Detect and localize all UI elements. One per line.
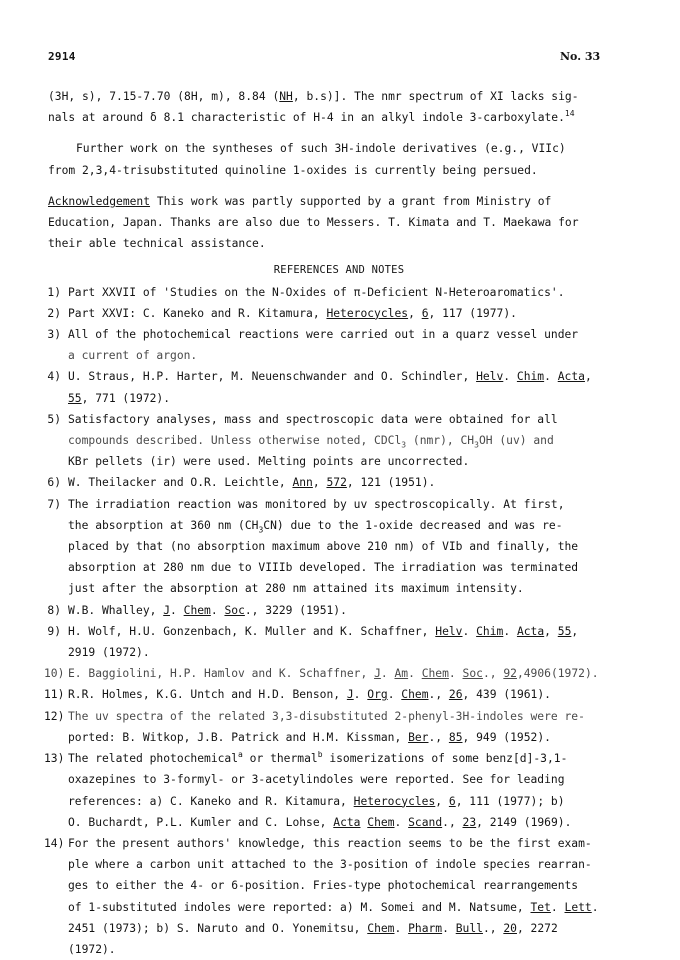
volume: 20 (503, 921, 517, 935)
reference-item: 9) H. Wolf, H.U. Gonzenbach, K. Muller and K. Schaffner, Helv. Chim. Acta, 55, 2919 (1972). (48, 621, 630, 663)
text: The irradiation reaction was monitored by uv spectroscopically. At first, (68, 497, 565, 511)
journal-name: Chim (476, 624, 504, 638)
text: Part XXVI: C. Kaneko and R. Kitamura, (68, 306, 327, 320)
reference-item: 11) R.R. Holmes, K.G. Untch and H.D. Benson, J. Org. Chem., 26, 439 (1961). (48, 684, 630, 705)
volume: 85 (448, 730, 463, 744)
reference-item: 13) The related photochemical$^a$ or thermal$^b$ isomerizations of some benz[d]-3,1- oxazepines to 3-formyl- or 3-acetylindoles were reported. See for leading references: a) C. Kaneko and R. Kitamura, Heterocycles, 6, 111 (1977); b) O. Buchardt, P.L. Kumler and C. Lohse, Acta Chem. Scand., 23, 2149 (1969). (48, 748, 630, 833)
journal-name: Acta (557, 370, 585, 384)
text: , 771 (1972). (81, 391, 171, 405)
journal-name: Pharm (408, 921, 443, 935)
journal-name: Helv (435, 624, 463, 638)
page-body (44, 86, 630, 960)
text: a current of argon. (68, 349, 198, 363)
volume: 6 (448, 794, 456, 808)
journal-name: Am (394, 667, 409, 681)
reference-number: 11) (44, 688, 65, 702)
reference-item: 14) For the present authors' knowledge, this reaction seems to be the first exam- ple where a carbon unit attached to the 3-position of indole species rearran- ges to either the 4- or 6-position. Fries-type photochemical rearrangements of 1-substituted indoles were reported: a) M. Somei and M. Natsume, Tet. Lett. 2451 (1973); b) S. Naruto and O. Yonemitsu, Chem. Pharm. Bull., 20, 2272 (1972). (48, 833, 630, 960)
subscript: 3 (474, 440, 479, 450)
footnote-ref: 14 (564, 109, 575, 119)
text: 2451 (1973); b) S. Naruto and O. Yonemitsu, (68, 921, 368, 935)
text: their able technical assistance. (48, 237, 266, 251)
reference-number: 9) (47, 624, 61, 638)
journal-name: Soc (224, 603, 245, 617)
reference-number: 10) (44, 667, 65, 681)
volume: 23 (462, 815, 477, 829)
text: references: a) C. Kaneko and R. Kitamura, (68, 794, 354, 808)
journal-name: Chem (183, 603, 211, 617)
text: 2919 (1972). (68, 646, 150, 660)
reference-item: 10) E. Baggiolini, H.P. Hamlov and K. Schaffner, J. Am. Chem. Soc., 92,4906(1972). (48, 663, 630, 684)
journal-name: Acta (516, 624, 545, 638)
reference-item (48, 282, 630, 303)
acknowledgement-label: Acknowledgement (48, 194, 151, 208)
text: CN) due to the 1-oxide decreased and was re- (263, 518, 563, 532)
reference-number: 7) (47, 497, 61, 511)
journal-name: Heterocycles (353, 794, 436, 808)
text: or thermal (242, 752, 318, 766)
text: W. Theilacker and O.R. Leichtle, (68, 476, 293, 490)
text: , 2149 (1969). (476, 815, 572, 829)
text: The uv spectra of the related 3,3-disubstituted 2-phenyl-3H-indoles were re- (68, 709, 585, 723)
paragraph-nmr (48, 86, 630, 128)
paragraph-further-work (48, 138, 630, 180)
text: Education, Japan. Thanks are also due to Messers. T. Kimata and T. Maekawa for (48, 216, 579, 230)
text: W.B. Whalley, (68, 603, 164, 617)
subscript: 3 (401, 440, 407, 450)
journal-name: Tet (530, 900, 551, 914)
text: of 1-substituted indoles were reported: a) M. Somei and M. Natsume, (68, 900, 531, 914)
text: , (408, 306, 422, 320)
text: For the present authors' knowledge, this reaction seems to be the first exam- (68, 836, 592, 850)
reference-number: 5) (47, 412, 61, 426)
text: Further work on the syntheses of such 3H-indole derivatives (e.g., VIIc) (76, 142, 566, 156)
text: (3H, s), 7.15-7.70 (8H, m), 8.84 ( (48, 90, 280, 103)
reference-item (48, 409, 630, 473)
text: O. Buchardt, P.L. Kumler and C. Lohse, (68, 815, 334, 829)
reference-number: 6) (47, 476, 61, 490)
journal-name: Scand (408, 815, 443, 829)
reference-item (48, 303, 630, 324)
superscript: a (238, 750, 243, 760)
text: , 2272 (516, 921, 558, 935)
journal-name: J (163, 603, 171, 617)
text: from 2,3,4-trisubstituted quinoline 1-oxides is currently being persued. (48, 163, 538, 177)
text: This work was partly supported by a grant from Ministry of (150, 194, 552, 208)
journal-name: Chem (401, 688, 429, 702)
journal-name: Chem (421, 667, 449, 681)
text: absorption at 280 nm due to VIIIb developed. The irradiation was terminated (68, 561, 579, 575)
text: , 111 (1977); b) (455, 794, 565, 808)
journal-name: Ann (292, 476, 313, 490)
reference-item: 4) U. Straus, H.P. Harter, M. Neuenschwander and O. Schindler, Helv. Chim. Acta, 55, 771 (1972). (48, 366, 630, 408)
text: just after the absorption at 280 nm attained its maximum intensity. (68, 582, 524, 596)
reference-number: 3) (47, 328, 61, 342)
text: ple where a carbon unit attached to the 3-position of indole species rearran- (68, 858, 592, 872)
text: nals at around δ 8.1 characteristic of H-4 in an alkyl indole 3-carboxylate. (48, 111, 565, 125)
text: , b.s)]. The nmr spectrum of XI lacks sig- (292, 90, 579, 103)
text: E. Baggiolini, H.P. Hamlov and K. Schaffner, (68, 667, 375, 681)
reference-number: 14) (44, 836, 65, 850)
text: (1972). (68, 942, 116, 956)
journal-name: Soc (462, 667, 483, 681)
text: OH (uv) and (478, 434, 554, 448)
journal-name: Lett (564, 900, 592, 914)
text: The related photochemical (68, 752, 239, 766)
text: KBr pellets (ir) were used. Melting points are uncorrected. (68, 455, 470, 469)
reference-number: 12) (44, 709, 65, 723)
reference-number: 4) (47, 370, 61, 384)
text: ges to either the 4- or 6-position. Fries-type photochemical rearrangements (68, 879, 579, 893)
subscript: 3 (258, 525, 264, 535)
reference-number: 2) (47, 306, 61, 320)
text: isomerizations of some benz[d]-3,1- (322, 752, 568, 766)
text: the absorption at 360 nm (CH (68, 518, 259, 532)
reference-item (48, 494, 630, 600)
journal-name: Chem (367, 815, 395, 829)
reference-item: 12) The uv spectra of the related 3,3-disubstituted 2-phenyl-3H-indoles were re- ported: B. Witkop, J.B. Patrick and H.M. Kissman, Ber., 85, 949 (1952). (48, 706, 630, 748)
reference-item: 8) W.B. Whalley, J. Chem. Soc., 3229 (1951). (48, 600, 630, 621)
text: , 121 (1951). (346, 476, 436, 490)
volume: 6 (421, 306, 429, 320)
journal-name: J (374, 667, 381, 681)
page-number: 2914 (48, 50, 76, 63)
text: Satisfactory analyses, mass and spectroscopic data were obtained for all (68, 412, 558, 426)
acknowledgement (48, 191, 630, 255)
text: All of the photochemical reactions were carried out in a quarz vessel under (68, 328, 579, 342)
text: Part XXVII of 'Studies on the N-Oxides of π-Deficient N-Heteroaromatics'. (68, 285, 565, 299)
text: H. Wolf, H.U. Gonzenbach, K. Muller and K. Schaffner, (68, 624, 436, 638)
journal-name: Ber (408, 730, 429, 744)
text: , 439 (1961). (462, 688, 551, 702)
journal-name: Bull (455, 921, 483, 935)
journal-name: Helv (476, 370, 504, 384)
journal-name: Chim (516, 370, 545, 384)
text: , 949 (1952). (462, 730, 551, 744)
volume: 55 (557, 624, 572, 638)
text: NH (279, 90, 293, 103)
text: R.R. Holmes, K.G. Untch and H.D. Benson, (68, 688, 347, 702)
volume: 55 (68, 391, 82, 405)
reference-number: 13) (44, 752, 65, 766)
reference-item: 6) W. Theilacker and O.R. Leichtle, Ann, 572, 121 (1951). (48, 472, 630, 493)
journal-name: Heterocycles (326, 306, 409, 320)
journal-name: Chem (367, 921, 395, 935)
text: ,4906(1972). (516, 667, 599, 681)
references-list (44, 282, 630, 960)
volume: 26 (448, 688, 463, 702)
reference-number: 8) (47, 603, 61, 617)
text: (nmr), CH (406, 434, 475, 448)
journal-name: Org (367, 688, 388, 702)
text: placed by that (no absorption maximum above 210 nm) of VIb and finally, the (68, 540, 579, 554)
text: ported: B. Witkop, J.B. Patrick and H.M. Kissman, (68, 730, 409, 744)
text: oxazepines to 3-formyl- or 3-acetylindoles were reported. See for leading (68, 773, 565, 787)
superscript: b (317, 750, 323, 760)
text: compounds described. Unless otherwise noted, CDCl (68, 434, 402, 448)
text: , 117 (1977). (428, 306, 517, 320)
volume: 572 (326, 476, 347, 490)
reference-number: 1) (47, 285, 61, 299)
journal-name: J (346, 688, 354, 702)
journal-name: Acta (333, 815, 361, 829)
volume: 92 (503, 667, 517, 681)
text: U. Straus, H.P. Harter, M. Neuenschwander and O. Schindler, (68, 370, 477, 384)
reference-item (48, 324, 630, 366)
references-heading: REFERENCES AND NOTES (273, 264, 405, 277)
text: ., 3229 (1951). (244, 603, 347, 617)
issue-label: No. 33 (560, 50, 601, 63)
